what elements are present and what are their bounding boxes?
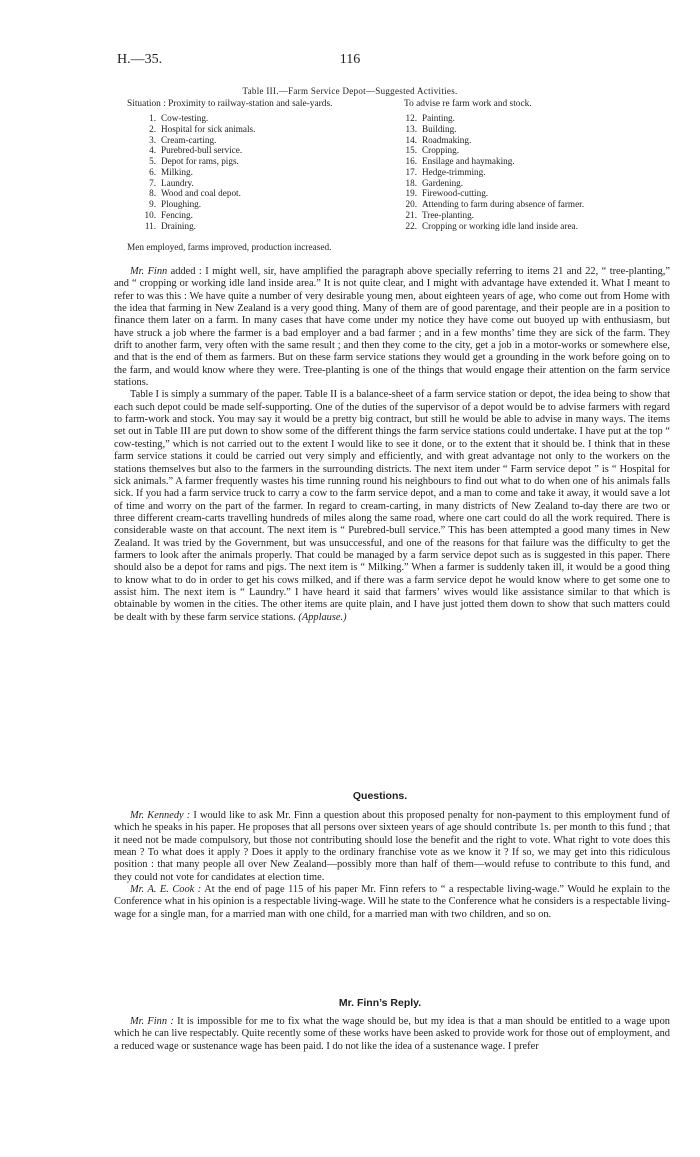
questions-section — [114, 810, 670, 921]
list-item: 20. Attending to farm during absence of farmer. — [405, 199, 585, 209]
paragraph: Mr. Finn added : I might well, sir, have amplified the paragraph above specially referring to items 21 and 22, “ tree-planting,” and “ cropping or working idle land inside area.” It is not quite clear, and I might with advantage have extended it. What I meant to refer to was this : We have quite a number of very desirable young men, about eighteen years of age, who come out from Home with the idea that farming in New Zealand is a very good thing. Many of them are of good parentage, and their people are in a position to finance them later on a farm. In many cases that have come under my notice they have come out buoyed up with enthusiasm, but have struck a job where the farmer is a bad employer and a bad farmer ; and in a few months’ time they are sick of the farm. They drift to another farm, very often with the same result ; and then they come to the city, get a job in a motor-works or somewhere else, and that is the end of them as farmers. But on these farm service stations they would get a grounding in the work before going on to the farm, and would know where they were. Tree-planting is one of the things that would engage their attention on the farm service stations. — [114, 266, 671, 389]
list-item: 10. Fencing. — [144, 209, 193, 220]
reply-heading: Mr. Finn’s Reply. — [338, 997, 422, 1009]
speaker-name: Mr. Finn — [130, 266, 168, 277]
list-item: 12. Painting. — [405, 113, 455, 123]
list-item: 14. Roadmaking. — [405, 134, 472, 145]
table-title: Table III.—Farm Service Depot—Suggested Activities. — [242, 86, 458, 96]
paragraph: Mr. Kennedy : I would like to ask Mr. Finn a question about this proposed penalty for non-payment to this employment fund of which he speaks in his paper. He proposes that all persons over sixteen years of age should contribute 1s. per month to this fund ; that it need not be made compulsory, but those not contributing should lose the benefit and the right to vote. What right to vote does this mean ? To what does it apply ? Does it apply to the ordinary franchise vote as we know it ? If so, we may get into this ridiculous position : that many people all over New Zealand—possibly more than half of them—would refuse to contribute to this fund, and they could not vote for candidates at election time. — [114, 810, 670, 883]
table-situation: Situation : Proximity to railway-station and sale-yards. — [127, 99, 333, 109]
document-reference: H.—35. — [117, 52, 163, 67]
list-item: 1. Cow-testing. — [149, 113, 209, 123]
list-item: 13. Building. — [405, 123, 457, 134]
speaker-name: Mr. Kennedy : — [130, 810, 191, 821]
questions-heading: Questions. — [352, 790, 408, 802]
table-footer-note: Men employed, farms improved, production increased. — [127, 243, 332, 253]
list-item: 16. Ensilage and haymaking. — [405, 156, 515, 166]
finn-remarks — [114, 266, 670, 624]
list-item: 4. Purebred-bull service. — [149, 145, 243, 156]
paragraph: Table I is simply a summary of the paper. Table II is a balance-sheet of a farm service station or depot, the idea being to show that each such depot could be made self-supporting. One of the duties of the supervisor of a depot would be to advise farmers with regard to farm-work and stock. You may say it would be a pretty big contract, but still he would be able to advise in many ways. The items set out in Table III are put down to show some of the different things the farm service stations could undertake. I have put at the top “ cow-testing,” which is not carried out to the extent I would like to see it done, or to the extent that it should be. I think that in these farm service stations it could be carried out very simply and efficiently, and with great advantage not only to the workers on the stations themselves but also to the farmers in the surrounding districts. The next item under “ Farm service depot ” is “ Hospital for sick animals.” A farmer frequently wastes his time running round his neighbours to find out what to do when one of his animals falls sick. If you had a farm service truck to carry a cow to the farm service depot, and a man to come and take it away, it would save a lot of time and worry on the part of the farmer. In regard to cream-carting, in many districts of New Zealand to-day there are two or three different cream-carts travelling hundreds of miles along the same road, where one cart could do all the work required. There is considerable waste on that account. The next item is “ Purebred-bull service.” This has been attempted a good many times in New Zealand. It was tried by the Government, but was unsuccessful, and one of the reasons for that failure was the difficulty to get the farmers to look after the animals properly. That could be managed by a farm service depot such as is suggested in this paper. There should also be a depot for rams and pigs. The next item is “ Milking.” When a farmer is suddenly taken ill, it would be a good thing to know what to do in order to get his cows milked, and if there was a farm service depot he would know where to get some one to assist him. The next item is “ Laundry.” I have heard it said that farmers’ wives would like assistance similar to that which is obtainable by women in the cities. The other items are quite plain, and I have just jotted them down to show that such matters could be dealt with by these farm service stations. (Applause.) — [114, 389, 670, 623]
speaker-name: Mr. Finn : — [130, 1016, 174, 1027]
applause-note: (Applause.) — [298, 611, 347, 623]
list-item: 11. Draining. — [144, 220, 196, 231]
list-item: 18. Gardening. — [405, 177, 464, 188]
activities-list-left — [144, 113, 255, 231]
list-item: 7. Laundry. — [149, 177, 194, 188]
paragraph: Mr. Finn : It is impossible for me to fix what the wage should be, but my idea is that a man should be entitled to a wage upon which he can live respectably. Quite recently some of these works have been asked to provide work for those out of employment, and a reduced wage or sustenance wage has been paid. I do not like the idea of a sustenance wage. I prefer — [114, 1016, 670, 1052]
list-item: 8. Wood and coal depot. — [149, 188, 241, 199]
list-item: 2. Hospital for sick animals. — [149, 123, 256, 134]
list-item: 22. Cropping or working idle land inside area. — [405, 220, 578, 231]
list-item: 17. Hedge-trimming. — [405, 166, 486, 177]
list-item: 21. Tree-planting. — [405, 209, 474, 220]
activities-list-right — [405, 113, 584, 231]
list-item: 5. Depot for rams, pigs. — [149, 156, 239, 166]
speaker-name: Mr. A. E. Cook : — [130, 884, 202, 896]
list-item: 6. Milking. — [149, 166, 193, 177]
list-item: 15. Cropping. — [405, 145, 460, 156]
list-item: 9. Ploughing. — [149, 199, 202, 209]
page-number: 116 — [339, 52, 361, 67]
reply-section — [114, 1016, 670, 1053]
table-advise: To advise re farm work and stock. — [404, 99, 532, 109]
paragraph: Mr. A. E. Cook : At the end of page 115 of his paper Mr. Finn refers to “ a respectable living-wage.” Would he explain to the Conference what in his opinion is a respectable living-wage. Will he state to the Conference what he considers is a respectable living-wage for a single man, for a married man with one child, for a married man with two children, and so on. — [114, 884, 670, 920]
list-item: 3. Cream-carting. — [149, 134, 217, 145]
list-item: 19. Firewood-cutting. — [405, 188, 489, 199]
